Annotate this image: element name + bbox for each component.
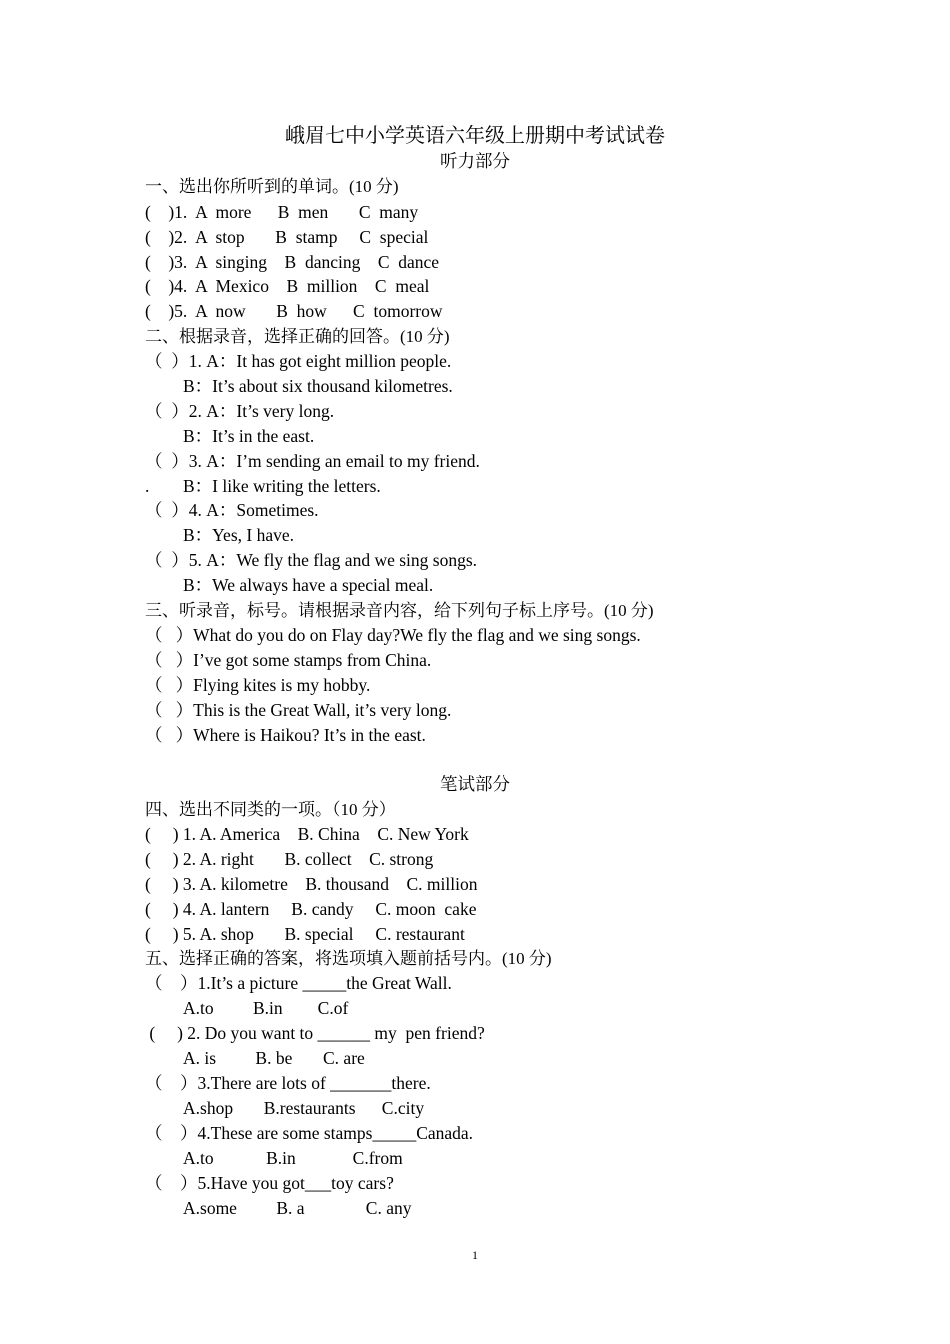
- part1-item: ( )2. A stop B stamp C special: [145, 227, 429, 247]
- part2-item-a: （ ）4. A：Sometimes.: [145, 500, 319, 520]
- part3-item: （ ）I’ve got some stamps from China.: [145, 650, 432, 670]
- part1-heading: 一、选出你所听到的单词。(10 分): [145, 177, 399, 196]
- listening-heading: 听力部分: [440, 151, 510, 171]
- part4-item: ( ) 2. A. right B. collect C. strong: [145, 849, 434, 869]
- part4-item: ( ) 1. A. America B. China C. New York: [145, 824, 469, 844]
- part4-item: ( ) 3. A. kilometre B. thousand C. million: [145, 874, 478, 894]
- part4-item: ( ) 5. A. shop B. special C. restaurant: [145, 924, 465, 944]
- page-number: 1: [472, 1248, 478, 1262]
- part3-item: （ ）This is the Great Wall, it’s very long.: [145, 700, 452, 720]
- part2-item-b: B：We always have a special meal.: [183, 575, 434, 595]
- part5-question: （ ）4.These are some stamps_____Canada.: [145, 1123, 474, 1143]
- part2-item-b: B：It’s in the east.: [183, 426, 315, 446]
- part1-item: ( )5. A now B how C tomorrow: [145, 301, 443, 321]
- part5-options: A. is B. be C. are: [183, 1048, 365, 1068]
- part5-options: A.to B.in C.of: [183, 998, 349, 1018]
- part3-item: （ ）Where is Haikou? It’s in the east.: [145, 725, 426, 745]
- part2-heading: 二、根据录音，选择正确的回答。(10 分): [145, 327, 450, 346]
- part3-item: （ ）What do you do on Flay day?We fly the flag and we sing songs.: [145, 625, 641, 645]
- part5-options: A.shop B.restaurants C.city: [183, 1098, 425, 1118]
- part4-item: ( ) 4. A. lantern B. candy C. moon cake: [145, 899, 477, 919]
- part2-item-b: B：I like writing the letters.: [183, 476, 381, 496]
- part5-question: （ ）1.It’s a picture _____the Great Wall.: [145, 973, 452, 993]
- part5-question: （ ）5.Have you got___toy cars?: [145, 1173, 394, 1193]
- part5-options: A.to B.in C.from: [183, 1148, 403, 1168]
- part2-item-b: B：It’s about six thousand kilometres.: [183, 376, 453, 396]
- part3-item: （ ）Flying kites is my hobby.: [145, 675, 371, 695]
- part2-item-a: （ ）5. A：We fly the flag and we sing songs.: [145, 550, 478, 570]
- part2-item-b: B：Yes, I have.: [183, 525, 294, 545]
- exam-title: 峨眉七中小学英语六年级上册期中考试试卷: [285, 125, 665, 147]
- part3-heading: 三、听录音，标号。请根据录音内容，给下列句子标上序号。(10 分): [145, 601, 654, 620]
- part5-options: A.some B. a C. any: [183, 1198, 412, 1218]
- part1-item: ( )1. A more B men C many: [145, 202, 419, 222]
- stray-mark: .: [145, 476, 150, 496]
- part4-heading: 四、选出不同类的一项。（10 分）: [145, 800, 396, 819]
- part2-item-a: （ ）3. A：I’m sending an email to my friend.: [145, 451, 480, 471]
- writing-heading: 笔试部分: [440, 774, 510, 794]
- part1-item: ( )4. A Mexico B million C meal: [145, 276, 430, 296]
- part2-item-a: （ ）2. A：It’s very long.: [145, 401, 335, 421]
- part2-item-a: （ ）1. A：It has got eight million people.: [145, 351, 452, 371]
- part5-heading: 五、选择正确的答案，将选项填入题前括号内。(10 分): [145, 949, 552, 968]
- part5-question: ( ) 2. Do you want to ______ my pen friend?: [145, 1023, 485, 1043]
- part5-question: （ ）3.There are lots of _______there.: [145, 1073, 431, 1093]
- part1-item: ( )3. A singing B dancing C dance: [145, 252, 440, 272]
